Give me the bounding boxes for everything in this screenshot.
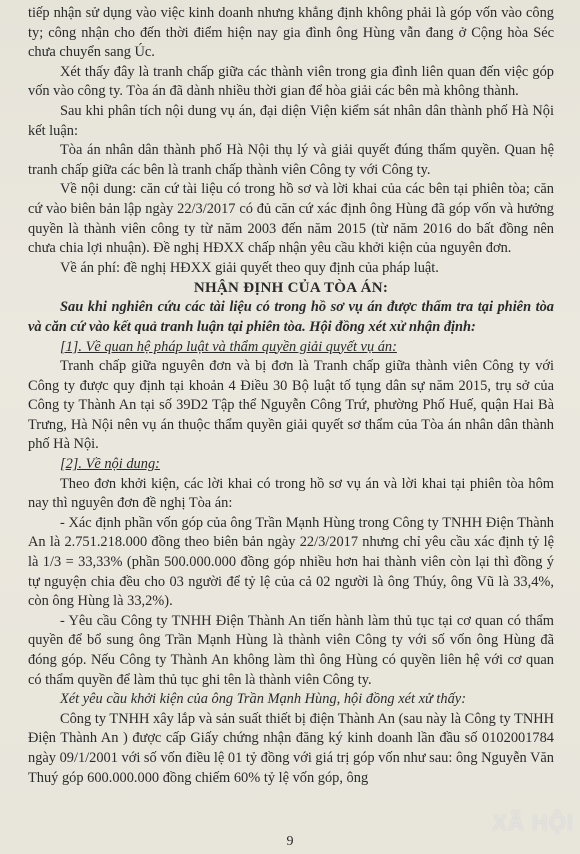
page-number: 9 — [286, 834, 294, 849]
paragraph: - Yêu cầu Công ty TNHH Điện Thành An tiến hành làm thủ tục tại cơ quan có thẩm quyền để bổ sung ông Trần Mạnh Hùng là thành viên Công ty với số vốn ông Hùng đã đóng góp. Nếu Công ty Thành An không làm thì ông Hùng có quyền liên hệ với cơ quan có thẩm quyền để làm thủ tục ghi tên là thành viên Công ty. — [28, 612, 554, 688]
paragraph: Về nội dung: căn cứ tài liệu có trong hồ sơ và lời khai của các bên tại phiên tòa; căn cứ vào biên bản lập ngày 22/3/2017 có đủ căn cứ xác định ông Hùng đã góp vốn và hưởng quyền là thành viên công ty từ năm 2003 đến năm 2015 (từ năm 2016 do bất đồng nên chưa chia lợi nhuận). Đề nghị HĐXX chấp nhận yêu cầu khởi kiện của nguyên đơn. — [28, 181, 554, 257]
paragraph: Theo đơn khởi kiện, các lời khai có trong hồ sơ vụ án và lời khai tại phiên tòa hôm nay thì nguyên đơn đề nghị Tòa án: — [28, 475, 554, 512]
paragraph: Tòa án nhân dân thành phố Hà Nội thụ lý và giải quyết đúng thẩm quyền. Quan hệ tranh chấp giữa các bên là tranh chấp thành viên Công ty với Công ty. — [28, 142, 554, 178]
subsection-title: [1]. Về quan hệ pháp luật và thẩm quyền giải quyết vụ án: — [60, 338, 397, 355]
watermark: XÃ HỘI — [492, 810, 574, 835]
paragraph: Xét yêu cầu khởi kiện của ông Trần Mạnh Hùng, hội đồng xét xử thấy: — [60, 691, 466, 708]
subsection-title: [2]. Về nội dung: — [60, 456, 160, 473]
paragraph: Công ty TNHH xây lắp và sản suất thiết bị điện Thành An (sau này là Công ty TNHH Điện Thành An ) được cấp Giấy chứng nhận đăng ký kinh doanh lần đầu số 0102001784 ngày 09/1/2001 với số vốn điều lệ 01 tỷ đồng với giá trị góp vốn như sau: ông Nguyễn Văn Thuý góp 600.000.000 đồng chiếm 60% tỷ lệ vốn góp, ông — [28, 710, 554, 786]
paragraph: tiếp nhận sử dụng vào việc kinh doanh nhưng khẳng định không phải là góp vốn vào công ty; công nhận cho đến thời điểm hiện nay gia đình ông Hùng vẫn đang ở Cộng hòa Séc chưa chuyển sang Úc. — [28, 5, 554, 61]
paragraph: Sau khi phân tích nội dung vụ án, đại diện Viện kiểm sát nhân dân thành phố Hà Nội kết luận: — [28, 102, 554, 139]
section-heading: NHẬN ĐỊNH CỦA TÒA ÁN: — [193, 280, 389, 297]
paragraph: - Xác định phần vốn góp của ông Trần Mạnh Hùng trong Công ty TNHH Điện Thành An là 2.751.218.000 đồng theo biên bản ngày 22/3/2017 nhưng chỉ yêu cầu xác định tỷ lệ là 1/3 = 33,33% (phần 500.000.000 đồng góp nhiều hơn hai thành viên còn lại thì đồng ý tự nguyện chia đều cho 03 người để tỷ lệ của cả 02 người là ông Thúy, ông Vũ là 33,4%, còn ông Hùng là 33,2%). — [28, 514, 554, 610]
paragraph: Sau khi nghiên cứu các tài liệu có trong hồ sơ vụ án được thẩm tra tại phiên tòa và căn cứ vào kết quả tranh luận tại phiên tòa. Hội đồng xét xử nhận định: — [28, 299, 554, 335]
paragraph: Xét thấy đây là tranh chấp giữa các thành viên trong gia đình liên quan đến việc góp vốn vào công ty. Tòa án đã dành nhiều thời gian để hòa giải các bên mà không thành. — [28, 63, 554, 100]
paragraph: Tranh chấp giữa nguyên đơn và bị đơn là Tranh chấp giữa thành viên Công ty với Công ty được quy định tại khoản 4 Điều 30 Bộ luật tố tụng dân sự năm 2015, trụ sở của Công ty Thành An tại số 39D2 Tập thể Nguyễn Công Trứ, phường Phố Huế, quận Hai Bà Trưng, Hà Nội nên vụ án thuộc thẩm quyền giải quyết sơ thẩm của Tòa án nhân dân thành phố Hà Nội. — [28, 358, 554, 453]
paragraph: Về án phí: đề nghị HĐXX giải quyết theo quy định của pháp luật. — [60, 259, 439, 276]
